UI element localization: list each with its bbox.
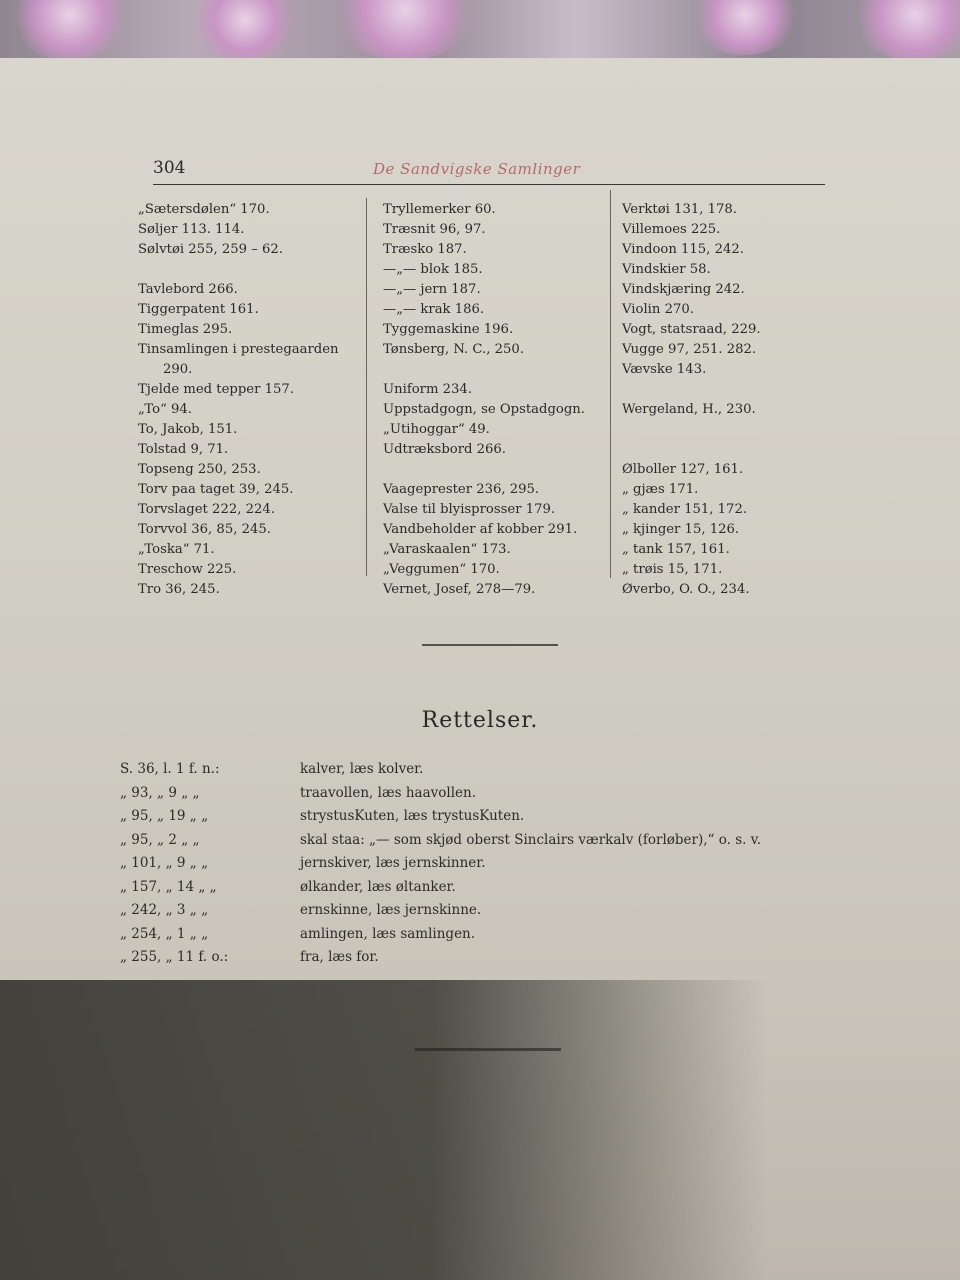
index-entry: Vindskier 58.	[622, 262, 711, 277]
index-entry: „ tank 157, 161.	[622, 542, 730, 557]
index-gap	[383, 460, 585, 480]
correction-text: ølkander, læs øltanker.	[300, 878, 456, 895]
index-entry: Tro 36, 245.	[138, 582, 220, 597]
column-divider	[366, 198, 367, 576]
index-column-3	[622, 200, 761, 600]
fabric-flower-pattern	[190, 0, 300, 60]
correction-text: traavollen, læs haavollen.	[300, 784, 477, 801]
index-entry: Træsko 187.	[383, 242, 467, 257]
index-entry: Vandbeholder af kobber 291.	[383, 522, 578, 537]
correction-text: fra, læs for.	[300, 949, 379, 965]
index-entry: Sølvtøi 255, 259 – 62.	[138, 242, 283, 257]
correction-text: kalver, læs kolver.	[300, 761, 424, 777]
corrections-title: Rettelser.	[421, 708, 539, 733]
index-entry: Torv paa taget 39, 245.	[138, 482, 294, 497]
index-entry: Wergeland, H., 230.	[622, 402, 756, 417]
correction-reference: „ 157, „ 14 „ „	[120, 878, 217, 895]
index-gap	[138, 260, 339, 280]
index-entry: „ trøis 15, 171.	[622, 562, 723, 577]
index-entry: Treschow 225.	[138, 562, 237, 577]
index-entry: „ kjinger 15, 126.	[622, 522, 740, 537]
index-column-2	[383, 200, 585, 600]
index-entry: —„— jern 187.	[383, 282, 481, 297]
index-gap	[622, 380, 761, 400]
index-entry: Øverbo, O. O., 234.	[622, 582, 750, 597]
index-gap	[622, 440, 761, 460]
index-entry: Tyggemaskine 196.	[383, 322, 514, 337]
index-entry: Torvvol 36, 85, 245.	[138, 522, 271, 537]
correction-reference: „ 93, „ 9 „ „	[120, 784, 200, 801]
index-entry: „ kander 151, 172.	[622, 502, 748, 517]
index-entry: Villemoes 225.	[622, 222, 721, 237]
index-entry: Vogt, statsraad, 229.	[622, 322, 761, 337]
index-entry: „ gjæs 171.	[622, 482, 699, 497]
index-gap	[622, 420, 761, 440]
fabric-flower-pattern	[330, 0, 480, 60]
index-entry: Udtræksbord 266.	[383, 442, 506, 457]
index-entry: Timeglas 295.	[138, 322, 233, 337]
index-entry: „Varaskaalen“ 173.	[383, 542, 511, 557]
index-entry: Vugge 97, 251. 282.	[622, 342, 757, 357]
index-entry: Vindskjæring 242.	[622, 282, 745, 297]
section-divider-rule	[422, 644, 558, 646]
correction-reference: „ 242, „ 3 „ „	[120, 902, 209, 918]
index-entry: „Veggumen“ 170.	[383, 562, 500, 577]
index-entry: —„— blok 185.	[383, 262, 483, 277]
index-entry: Uppstadgogn, se Opstadgogn.	[383, 402, 585, 417]
correction-text: skal staa: „— som skjød oberst Sinclairs værkalv (forløber),“ o. s. v.	[300, 831, 762, 848]
correction-reference: S. 36, l. 1 f. n.:	[120, 761, 220, 777]
column-divider	[610, 190, 611, 578]
index-entry: „Sætersdølen“ 170.	[138, 202, 270, 217]
index-gap	[383, 360, 585, 380]
index-entry: „Utihoggar“ 49.	[383, 422, 490, 437]
correction-text: amlingen, læs samlingen.	[300, 925, 476, 942]
correction-reference: „ 95, „ 19 „ „	[120, 808, 209, 824]
page-number: 304	[153, 158, 186, 178]
index-entry: Træsnit 96, 97.	[383, 222, 486, 237]
index-entry: „To“ 94.	[138, 402, 192, 417]
correction-reference: „ 95, „ 2 „ „	[120, 831, 200, 848]
index-entry: Verktøi 131, 178.	[622, 202, 737, 217]
index-entry: Torvslaget 222, 224.	[138, 502, 275, 517]
index-entry: Valse til blyisprosser 179.	[383, 502, 556, 517]
correction-reference: „ 101, „ 9 „ „	[120, 855, 209, 871]
correction-reference: „ 255, „ 11 f. o.:	[120, 949, 229, 965]
index-entry: —„— krak 186.	[383, 302, 485, 317]
index-entry: Tinsamlingen i prestegaarden	[138, 342, 339, 357]
index-entry: Tønsberg, N. C., 250.	[383, 342, 524, 357]
running-title: De Sandvigske Samlinger	[373, 160, 581, 178]
index-entry: Vindoon 115, 242.	[622, 242, 744, 257]
index-entry: Vævske 143.	[622, 362, 707, 377]
correction-text: jernskiver, læs jernskinner.	[300, 855, 486, 871]
correction-reference: „ 254, „ 1 „ „	[120, 925, 209, 942]
index-entry: Vernet, Josef, 278—79.	[383, 582, 536, 597]
index-entry: Søljer 113. 114.	[138, 222, 245, 237]
correction-text: strystusKuten, læs trystusKuten.	[300, 808, 525, 824]
index-entry: Tolstad 9, 71.	[138, 442, 229, 457]
index-entry: „Toska“ 71.	[138, 542, 215, 557]
page-header	[153, 158, 825, 185]
correction-text: ernskinne, læs jernskinne.	[300, 902, 482, 918]
fabric-flower-pattern	[690, 0, 800, 55]
index-entry: Tjelde med tepper 157.	[138, 382, 294, 397]
index-entry: To, Jakob, 151.	[138, 422, 238, 437]
index-entry: Tiggerpatent 161.	[138, 302, 259, 317]
index-entry: Ølboller 127, 161.	[622, 462, 744, 477]
index-entry: Tryllemerker 60.	[383, 202, 496, 217]
index-entry: Tavlebord 266.	[138, 282, 238, 297]
end-rule	[415, 1048, 561, 1051]
index-entry: Vaageprester 236, 295.	[383, 482, 540, 497]
fabric-flower-pattern	[10, 0, 130, 60]
index-entry: Topseng 250, 253.	[138, 462, 261, 477]
fabric-flower-pattern	[850, 0, 960, 60]
index-entry: 290.	[163, 362, 193, 377]
index-entry: Uniform 234.	[383, 382, 473, 397]
index-entry: Violin 270.	[622, 302, 694, 317]
index-column-1	[138, 200, 339, 600]
